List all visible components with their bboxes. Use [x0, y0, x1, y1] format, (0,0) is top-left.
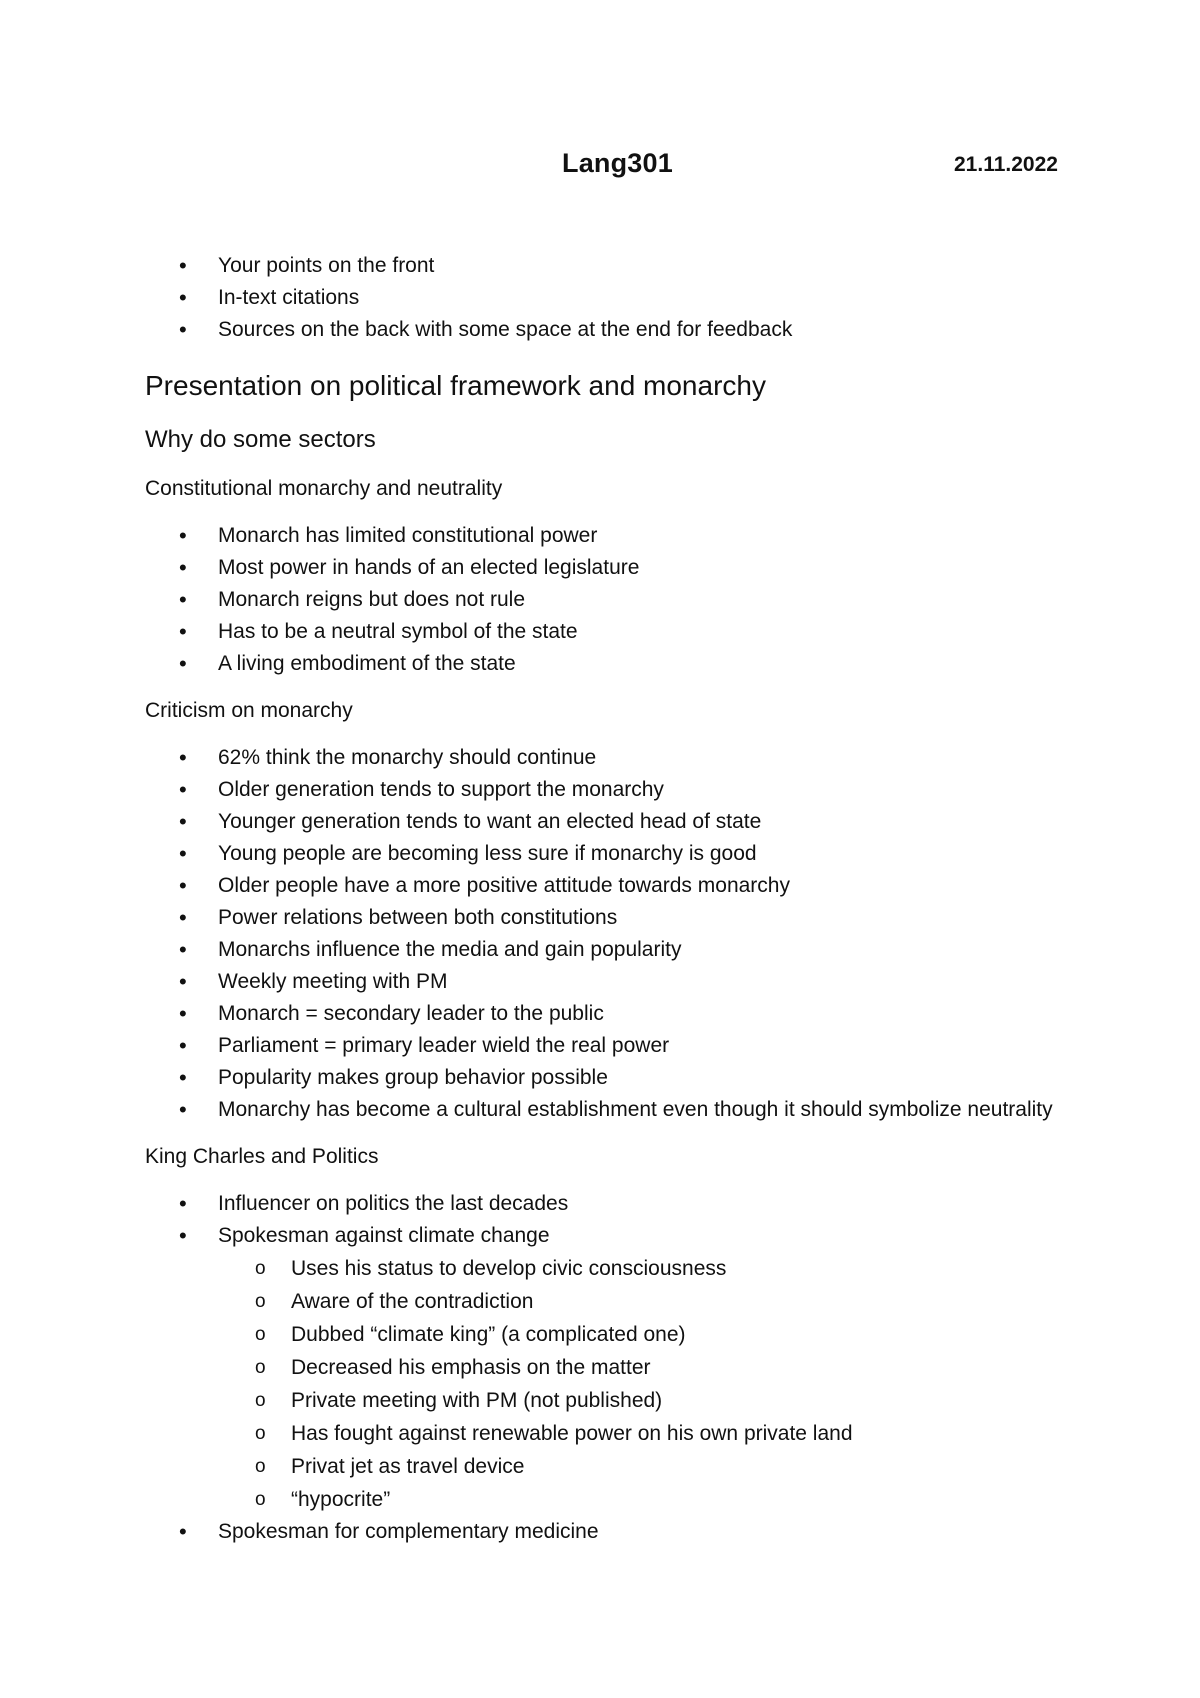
- list-item: • Has to be a neutral symbol of the state: [145, 616, 1065, 648]
- list-item: • Parliament = primary leader wield the real power: [145, 1030, 1065, 1062]
- sub-list-item: o Aware of the contradiction: [145, 1285, 1065, 1318]
- list-item: • Most power in hands of an elected legislature: [145, 552, 1065, 584]
- list-item: • Monarch has limited constitutional power: [145, 520, 1065, 552]
- document-body: [145, 250, 1065, 1548]
- section-heading-criticism: Criticism on monarchy: [145, 699, 353, 722]
- list-item: • In-text citations: [145, 282, 1065, 314]
- list-item: • Popularity makes group behavior possible: [145, 1062, 1065, 1094]
- list-item: • Older people have a more positive attitude towards monarchy: [145, 870, 1065, 902]
- page-header: [0, 148, 1200, 188]
- course-code: Lang301: [562, 148, 673, 178]
- climate-sub-list: [145, 1252, 1065, 1516]
- intro-list: [145, 250, 1065, 346]
- sub-list-item: o Has fought against renewable power on his own private land: [145, 1417, 1065, 1450]
- criticism-list: [145, 742, 1065, 1126]
- sub-list-item: o Decreased his emphasis on the matter: [145, 1351, 1065, 1384]
- king-charles-list-continued: [145, 1516, 1065, 1548]
- list-item: • Monarch reigns but does not rule: [145, 584, 1065, 616]
- section-heading-king-charles: King Charles and Politics: [145, 1145, 379, 1168]
- document-date: 21.11.2022: [954, 153, 1058, 176]
- section-heading-constitutional: Constitutional monarchy and neutrality: [145, 477, 503, 500]
- list-item: • Spokesman for complementary medicine: [145, 1516, 1065, 1548]
- document-title: Presentation on political framework and monarchy: [145, 370, 766, 401]
- list-item: • Sources on the back with some space at the end for feedback: [145, 314, 1065, 346]
- list-item: • 62% think the monarchy should continue: [145, 742, 1065, 774]
- sub-list-item: o Uses his status to develop civic consciousness: [145, 1252, 1065, 1285]
- list-item: • Weekly meeting with PM: [145, 966, 1065, 998]
- list-item: • Spokesman against climate change: [145, 1220, 1065, 1252]
- list-item: • Monarchs influence the media and gain popularity: [145, 934, 1065, 966]
- list-item: • Influencer on politics the last decades: [145, 1188, 1065, 1220]
- sub-list-item: o Privat jet as travel device: [145, 1450, 1065, 1483]
- sub-list-item: o Dubbed “climate king” (a complicated one): [145, 1318, 1065, 1351]
- list-item: • Younger generation tends to want an elected head of state: [145, 806, 1065, 838]
- list-item: • Young people are becoming less sure if monarchy is good: [145, 838, 1065, 870]
- list-item: • Monarchy has become a cultural establishment even though it should symbolize neutrality: [145, 1094, 1065, 1126]
- list-item: • Power relations between both constitutions: [145, 902, 1065, 934]
- king-charles-list: [145, 1188, 1065, 1252]
- constitutional-list: [145, 520, 1065, 680]
- list-item: • A living embodiment of the state: [145, 648, 1065, 680]
- list-item: • Older generation tends to support the monarchy: [145, 774, 1065, 806]
- sub-list-item: o “hypocrite”: [145, 1483, 1065, 1516]
- document-subtitle: Why do some sectors: [145, 426, 376, 453]
- sub-list-item: o Private meeting with PM (not published): [145, 1384, 1065, 1417]
- list-item: • Monarch = secondary leader to the public: [145, 998, 1065, 1030]
- list-item: • Your points on the front: [145, 250, 1065, 282]
